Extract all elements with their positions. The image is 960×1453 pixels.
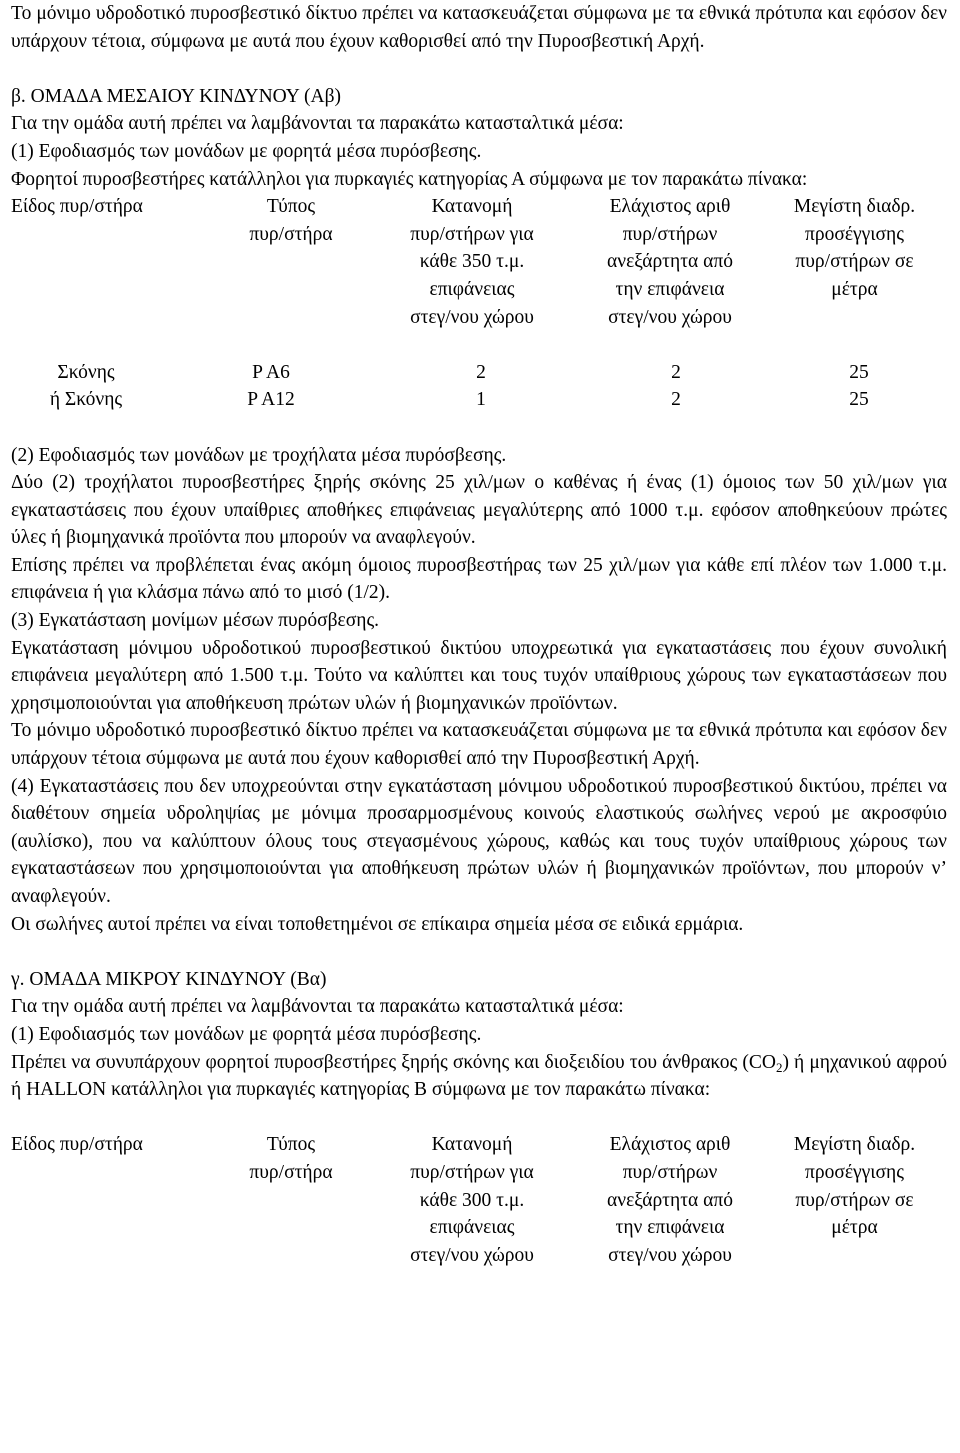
spacer: [11, 1104, 947, 1132]
spacer: [11, 331, 947, 359]
document-page: [11, 0, 947, 1269]
paragraph: Το μόνιμο υδροδοτικό πυροσβεστικό δίκτυο πρέπει να κατασκευάζεται σύμφωνα με τα εθνικά πρότυπα και εφόσον δεν υπάρχουν τέτοια σύμφωνα με αυτά που έχουν καθορισθεί από την Πυροσβεστική Αρχή.: [11, 720, 947, 770]
spacer: [11, 414, 947, 442]
spacer: [11, 55, 947, 83]
table-cell: 25: [849, 389, 869, 411]
header-cell-model: Τύπος πυρ/στήρα: [249, 196, 333, 245]
table-row: [11, 386, 947, 414]
paragraph: Οι σωλήνες αυτοί πρέπει να είναι τοποθετημένοι σε επίκαιρα σημεία μέσα σε ειδικά ερμάρια.: [11, 913, 744, 935]
table-cell: 25: [849, 361, 869, 383]
section-g-title: γ. ΟΜΑΔΑ ΜΙΚΡΟΥ ΚΙΝΔΥΝΟΥ (Βα): [11, 968, 327, 990]
header-cell-min-count: Ελάχιστος αριθ πυρ/στήρων ανεξάρτητα από την επιφάνεια στεγ/νου χώρου: [607, 1134, 733, 1266]
table-cell: 2: [476, 361, 486, 383]
section-g-line: Για την ομάδα αυτή πρέπει να λαμβάνονται τα παρακάτω κατασταλτικά μέσα:: [11, 996, 624, 1018]
table-cell: ή Σκόνης: [49, 389, 123, 411]
paragraph: Δύο (2) τροχήλατοι πυροσβεστήρες ξηρής σκόνης 25 χιλ/μων ο καθένας ή ένας (1) όμοιος των 50 χιλ/μων για εγκαταστάσεις που έχουν υπαίθριες αποθήκες επιφάνειας μεγαλύτερης από 1000 τ.μ. εφόσον αποθηκεύουν πρώτες ύλες ή βιομηχανικά προϊόντα που μπορούν να αναφλεγούν.: [11, 472, 947, 549]
header-cell-max-distance: Μεγίστη διαδρ. προσέγγισης πυρ/στήρων σε μέτρα: [793, 196, 916, 300]
spacer: [11, 938, 947, 966]
header-cell-type: Είδος πυρ/στήρα: [11, 1134, 143, 1156]
section-b-title: β. ΟΜΑΔΑ ΜΕΣΑΙΟΥ ΚΙΝΔΥΝΟΥ (Αβ): [11, 85, 342, 107]
section-b-table-intro: Φορητοί πυροσβεστήρες κατάλληλοι για πυρκαγιές κατηγορίας Α σύμφωνα με τον παρακάτω πίνακα:: [11, 168, 808, 190]
table-cell: P A6: [252, 361, 290, 383]
table-cell: P A12: [247, 389, 295, 411]
section-g-paragraph: Πρέπει να συνυπάρχουν φορητοί πυροσβεστήρες ξηρής σκόνης και διοξειδίου του άνθρακος $(CO_2)$ ή μηχανικού αφρού ή HALLON κατάλληλοι για πυρκαγιές κατηγορίας Β σύμφωνα με τον παρακάτω πίνακα:: [11, 1051, 947, 1101]
paragraph: (2) Εφοδιασμός των μονάδων με τροχήλατα μέσα πυρόσβεσης.: [11, 444, 507, 466]
header-cell-min-count: Ελάχιστος αριθ πυρ/στήρων ανεξάρτητα από την επιφάνεια στεγ/νου χώρου: [607, 196, 733, 328]
table-cell: 2: [671, 389, 681, 411]
paragraph: Επίσης πρέπει να προβλέπεται ένας ακόμη όμοιος πυροσβεστήρας των 25 χιλ/μων για κάθε επί πλέον των 1.000 τ.μ. επιφάνεια ή για κλάσμα πάνω από το μισό (1/2).: [11, 554, 947, 604]
paragraph: (4) Εγκαταστάσεις που δεν υποχρεούνται στην εγκατάσταση μόνιμου υδροδοτικού πυροσβεστικού δικτύου, πρέπει να διαθέτουν σημεία υδροληψίας με μόνιμα προσαρμοσμένους κοινούς ελαστικούς σωλήνες νερού με ακροσφύιο (αυλίσκο), που να καλύπτουν όλους τους στεγασμένους χώρους, καθώς και τους τυχόν υπαίθριους χώρους των εγκαταστάσεων που χρησιμοποιούνται για αποθήκευση πρώτων υλών ή βιομηχανικών προϊόντων, που μπορούν ν’ αναφλεγούν.: [11, 775, 947, 907]
table-cell: 1: [476, 389, 486, 411]
table-g-header: [11, 1131, 947, 1269]
table-cell: Σκόνης: [57, 361, 115, 383]
section-b-line: Για την ομάδα αυτή πρέπει να λαμβάνονται τα παρακάτω κατασταλτικά μέσα:: [11, 113, 624, 135]
intro-paragraph: Το μόνιμο υδροδοτικό πυροσβεστικό δίκτυο πρέπει να κατασκευάζεται σύμφωνα με τα εθνικά πρότυπα και εφόσον δεν υπάρχουν τέτοια, σύμφωνα με αυτά που έχουν καθορισθεί από την Πυροσβεστική Αρχή.: [11, 3, 947, 52]
section-b-line: (1) Εφοδιασμός των μονάδων με φορητά μέσα πυρόσβεσης.: [11, 140, 482, 162]
section-g-line: (1) Εφοδιασμός των μονάδων με φορητά μέσα πυρόσβεσης.: [11, 1023, 482, 1045]
header-cell-type: Είδος πυρ/στήρα: [11, 196, 143, 218]
header-cell-max-distance: Μεγίστη διαδρ. προσέγγισης πυρ/στήρων σε μέτρα: [793, 1134, 916, 1239]
paragraph: (3) Εγκατάσταση μονίμων μέσων πυρόσβεσης.: [11, 610, 380, 632]
header-cell-distribution: Κατανομή πυρ/στήρων για κάθε 350 τ.μ. επιφάνειας στεγ/νου χώρου: [410, 196, 534, 328]
table-b-header: [11, 193, 947, 331]
paragraph: Εγκατάσταση μόνιμου υδροδοτικού πυροσβεστικού δικτύου υποχρεωτικά για εγκαταστάσεις που έχουν συνολική επιφάνεια μεγαλύτερη από 1.500 τ.μ. Τούτο να καλύπτει και τους τυχόν υπαίθριους χώρους των εγκαταστάσεων που χρησιμοποιούνται για αποθήκευση πρώτων υλών ή βιομηχανικών προϊόντων.: [11, 637, 947, 714]
header-cell-distribution: Κατανομή πυρ/στήρων για κάθε 300 τ.μ. επιφάνειας στεγ/νου χώρου: [410, 1134, 534, 1266]
table-cell: 2: [671, 361, 681, 383]
table-row: [11, 359, 947, 387]
header-cell-model: Τύπος πυρ/στήρα: [249, 1134, 333, 1183]
